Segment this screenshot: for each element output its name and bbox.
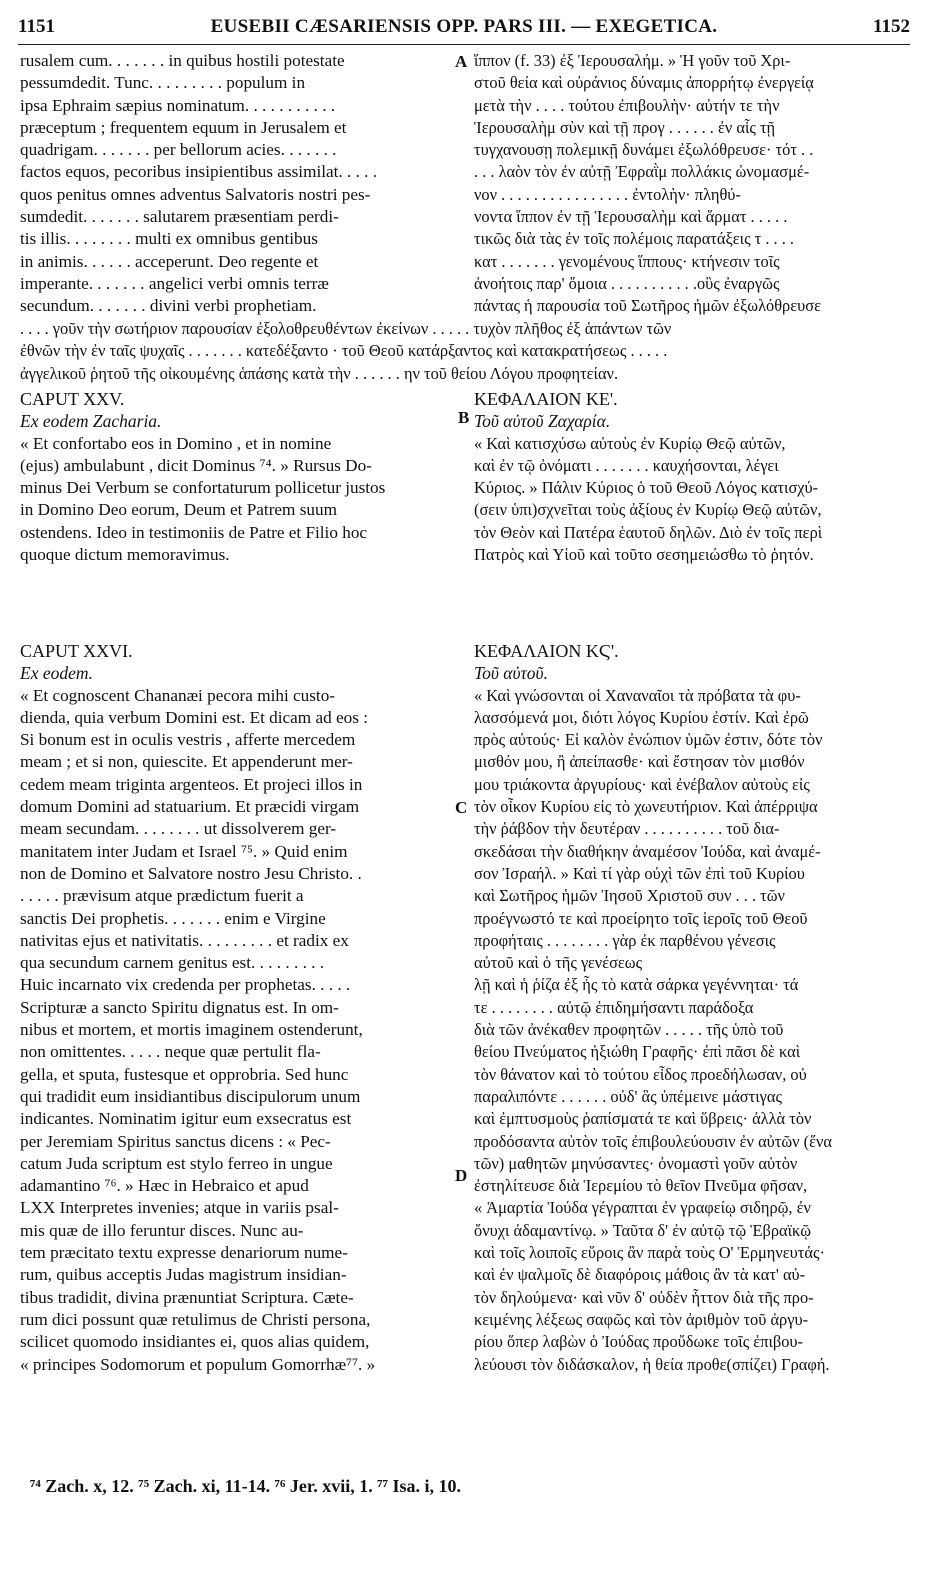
latin-line: . . . . . prævisum atque prædictum fuerit a — [20, 886, 304, 906]
latin-line: catum Juda scriptum est stylo ferreo in ungue — [20, 1153, 333, 1173]
latin-line: (ejus) ambulabunt , dicit Dominus ⁷⁴. » Rursus Do- — [20, 455, 372, 475]
caput-25-latin-text — [20, 433, 452, 567]
greek-line: παραλιπόντε . . . . . . οὐδ' ἃς ὑπέμεινε μάστιγας — [474, 1086, 782, 1106]
latin-line: minus Dei Verbum se confortaturum pollicetur justos — [20, 478, 386, 498]
latin-line: imperante. . . . . . . angelici verbi omnis terræ — [20, 273, 329, 293]
greek-line: ἀγγελικοῦ ῥητοῦ τῆς οἰκουμένης ἁπάσης κατὰ τὴν . . . . . . ην τοῦ θείου Λόγου προφητείαν. — [20, 363, 619, 383]
greek-line: τὸν δηλούμενα· καὶ νῦν δ' οὐδὲν ἧττον διὰ τῆς προ- — [474, 1287, 814, 1307]
latin-line: in animis. . . . . . acceperunt. Deo regente et — [20, 251, 319, 271]
latin-line: quoque dictum memoravimus. — [20, 545, 230, 565]
latin-line: non de Domino et Salvatore nostro Jesu Christo. . — [20, 863, 362, 883]
top-greek-column — [474, 50, 910, 318]
greek-line: τε . . . . . . . . αὐτῷ ἐπιδημήσαντι παράδοξα — [474, 997, 754, 1017]
caput-25-heading: CAPUT XXV. — [20, 389, 125, 409]
greek-line: κειμένης λέξεως σαφῶς καὶ τὸν ἀριθμὸν τοῦ ἀργυ- — [474, 1309, 809, 1329]
kephalaion-25-subtitle: Τοῦ αὐτοῦ Ζαχαρία. — [474, 411, 611, 432]
latin-line: Huic incarnato vix credenda per prophetas. . . . . — [20, 975, 351, 995]
latin-line: mis quæ de illo feruntur disces. Nunc au- — [20, 1220, 304, 1240]
latin-line: Scripturæ a sancto Spiritu dignatus est. In om- — [20, 997, 339, 1017]
latin-line: factos equos, pecoribus insipientibus assimilat. . . . . — [20, 162, 378, 182]
greek-line: διὰ τῶν ἀνέκαθεν προφητῶν . . . . . τῆς ὑπὸ τοῦ — [474, 1020, 784, 1040]
greek-line: τικῶς διὰ τὰς ἐν τοῖς πολέμοις παρατάξεις τ . . . . — [474, 229, 795, 249]
latin-line: indicantes. Nominatim igitur eum exsecratus est — [20, 1109, 352, 1129]
greek-line: προέγνωστό τε καὶ προείρητο τοῖς ἱεροῖς τοῦ Θεοῦ — [474, 908, 808, 928]
greek-line: προδόσαντα αὐτὸν τοῖς ἐπιβουλεύουσιν ἐν αὐτῶν (ἕνα — [474, 1131, 832, 1151]
caput-26-latin-text — [20, 685, 452, 1376]
greek-line: καὶ ἐν ψαλμοῖς δὲ διαφόροις μάθοις ἂν τὰ κατ' αὐ- — [474, 1265, 806, 1285]
latin-line: nibus et mortem, et mortis imaginem ostenderunt, — [20, 1020, 363, 1040]
caput-25-subtitle: Ex eodem Zacharia. — [20, 411, 162, 432]
latin-line: ipsa Ephraim sæpius nominatum. . . . . . . . . . . — [20, 95, 336, 115]
latin-line: quadrigam. . . . . . . per bellorum acies. . . . . . . — [20, 140, 337, 160]
top-latin-column — [20, 50, 452, 318]
greek-line: Ἱερουσαλὴμ σὺν καὶ τῇ προγ . . . . . . ἐν αἷς τῇ — [474, 117, 776, 137]
latin-line: tibus tradidit, divina prænuntiat Scriptura. Cæte- — [20, 1287, 354, 1307]
greek-line: λασσόμενά μοι, διότι λόγος Κυρίου ἐστίν. Καὶ ἐρῶ — [474, 707, 809, 727]
caput-25-greek-text — [474, 433, 910, 567]
latin-line: tis illis. . . . . . . . multi ex omnibus gentibus — [20, 229, 318, 249]
latin-line: rum dici possunt quæ retulimus de Christi persona, — [20, 1309, 371, 1329]
greek-line: « Καὶ γνώσονται οἱ Χαναναῖοι τὰ πρόβατα τὰ φυ- — [474, 685, 801, 705]
latin-line: dienda, quia verbum Domini est. Et dicam ad eos : — [20, 707, 368, 727]
greek-line: (σειν ὑπι)σχνεῖται τοὺς ἀξίους ἐν Κυρίῳ Θεῷ αὐτῶν, — [474, 500, 822, 520]
latin-line: secundum. . . . . . . divini verbi prophetiam. — [20, 296, 317, 316]
caput-25-greek — [474, 388, 910, 566]
greek-line: « Ἁμαρτία Ἰούδα γέγραπται ἐν γραφείῳ σιδηρῷ, ἐν — [474, 1198, 811, 1218]
caput-26-subtitle: Ex eodem. — [20, 663, 93, 684]
latin-line: per Jeremiam Spiritus sanctus dicens : « Pec- — [20, 1131, 331, 1151]
greek-line: τὴν ῥάβδον τὴν δευτέραν . . . . . . . . . . τοῦ δια- — [474, 819, 780, 839]
left-page-number: 1151 — [18, 16, 55, 37]
latin-line: rum, quibus acceptis Judas magistrum insidian- — [20, 1265, 347, 1285]
greek-line: νοντα ἵππον ἐν τῇ Ἱερουσαλὴμ καὶ ἅρματ . . . . . — [474, 207, 788, 227]
kephalaion-25-heading: ΚΕΦΑΛΑΙΟΝ ΚΕ'. — [474, 389, 618, 409]
greek-line: ἐστηλίτευσε διὰ Ἱερεμίου τὸ θεῖον Πνεῦμα φῆσαν, — [474, 1176, 808, 1196]
margin-letter-d: D — [455, 1166, 468, 1185]
greek-line: ἀνοήτοις παρ' ὅμοια . . . . . . . . . . .οὓς ἐναργῶς — [474, 273, 780, 293]
latin-line: cedem meam triginta argenteos. Et projeci illos in — [20, 774, 363, 794]
latin-line: gella, et sputa, fustesque et opprobria. Sed hunc — [20, 1064, 349, 1084]
margin-letter-c: C — [455, 798, 468, 817]
greek-line: σον Ἰσραήλ. » Καὶ τί γὰρ οὐχὶ τῶν ἐπὶ τοῦ Κυρίου — [474, 863, 805, 883]
latin-line: qua secundum carnem genitus est. . . . . . . . . — [20, 953, 325, 973]
latin-line: non omittentes. . . . . neque quæ pertulit fla- — [20, 1042, 321, 1062]
margin-letter-a: A — [455, 52, 468, 71]
latin-line: quos penitus omnes adventus Salvatoris nostri pes- — [20, 184, 371, 204]
greek-line: μου τριάκοντα ἀργυρίους· καὶ ἐνέβαλον αὐτοὺς εἰς — [474, 774, 810, 794]
latin-line: meam ; et si non, quiescite. Et appenderunt mer- — [20, 752, 353, 772]
latin-line: « Et cognoscent Chananæi pecora mihi custo- — [20, 685, 336, 705]
header-rule — [18, 44, 910, 45]
greek-line: λῇ καὶ ἡ ῥίζα ἐξ ἧς τὸ κατὰ σάρκα γεγέννηται· τά — [474, 975, 799, 995]
greek-line: μετὰ τὴν . . . . τούτου ἐπιβουλὴν· αὐτήν τε τὴν — [474, 95, 780, 115]
greek-line: ἵππον (f. 33) ἐξ Ἱερουσαλήμ. » Ἡ γοῦν τοῦ Χρι- — [474, 51, 791, 70]
latin-line: LXX Interpretes invenies; atque in variis psal- — [20, 1198, 339, 1218]
latin-line: pessumdedit. Tunc. . . . . . . . . populum in — [20, 73, 306, 93]
greek-line: καὶ ἐν τῷ ὀνόματι . . . . . . . καυχήσονται, λέγει — [474, 455, 779, 475]
latin-line: manitatem inter Judam et Israel ⁷⁵. » Quid enim — [20, 841, 348, 861]
latin-line: adamantino ⁷⁶. » Hæc in Hebraico et apud — [20, 1176, 309, 1196]
caput-26-greek-text — [474, 685, 910, 1376]
margin-letter-b: B — [458, 408, 470, 427]
page-header — [18, 16, 910, 42]
greek-line: τὸν θάνατον καὶ τὸ τούτου εἶδος προεδήλωσαν, οὐ — [474, 1064, 807, 1084]
latin-line: « principes Sodomorum et populum Gomorrhæ⁷⁷. » — [20, 1354, 376, 1374]
latin-line: in Domino Deo eorum, Deum et Patrem suum — [20, 500, 337, 520]
running-title: EUSEBII CÆSARIENSIS OPP. PARS III. — EXEGETICA. — [210, 16, 718, 37]
caput-26-heading: CAPUT XXVI. — [20, 641, 133, 661]
greek-line: ὄνυχι ἀδαμαντίνῳ. » Ταῦτα δ' ἐν αὐτῷ τῷ Ἑβραϊκῷ — [474, 1220, 812, 1240]
latin-line: præceptum ; frequentem equum in Jerusalem et — [20, 117, 347, 137]
caput-25-latin — [20, 388, 452, 566]
greek-line: τὸν Θεὸν καὶ Πατέρα ἑαυτοῦ δηλῶν. Διὸ ἐν τοῖς περὶ — [474, 522, 823, 542]
kephalaion-26-heading: ΚΕΦΑΛΑΙΟΝ ΚϚ'. — [474, 641, 619, 661]
greek-line: καὶ ἐμπτυσμοὺς ῥαπίσματά τε καὶ ὕβρεις· ἀλλὰ τὸν — [474, 1109, 812, 1129]
latin-line: domum Domini ad statuarium. Et præcidi virgam — [20, 797, 360, 817]
latin-line: scilicet quomodo insidiantes ei, quos alias quidem, — [20, 1332, 370, 1352]
greek-line: ρίου ὅπερ λαβὼν ὁ Ἰούδας προὔδωκε τοῖς ἐπιβου- — [474, 1332, 803, 1352]
latin-line: sumdedit. . . . . . . salutarem præsentiam perdi- — [20, 207, 339, 227]
footnotes: ⁷⁴ Zach. x, 12. ⁷⁵ Zach. xi, 11-14. ⁷⁶ Jer. xvii, 1. ⁷⁷ Isa. i, 10. — [30, 1476, 462, 1496]
greek-line: σκεδάσαι τὴν διαθήκην ἀναμέσον Ἰούδα, καὶ ἀναμέ- — [474, 841, 821, 861]
caput-26-greek — [474, 640, 910, 1376]
greek-line: αὐτοῦ καὶ ὁ τῆς γενέσεως — [474, 953, 643, 973]
latin-line: meam secundam. . . . . . . . ut dissolverem ger- — [20, 819, 337, 839]
greek-line: τὸν οἶκον Κυρίου εἰς τὸ χωνευτήριον. Καὶ ἀπέρριψα — [474, 797, 818, 817]
latin-line: « Et confortabo eos in Domino , et in nomine — [20, 433, 332, 453]
latin-line: qui tradidit eum insidiantibus discipulorum unum — [20, 1086, 361, 1106]
greek-line: νον . . . . . . . . . . . . . . . . ἐντολὴν· πληθύ- — [474, 184, 741, 204]
greek-line: κατ . . . . . . . γενομένους ἵππους· κτήνεσιν τοῖς — [474, 251, 780, 271]
kephalaion-26-subtitle: Τοῦ αὐτοῦ. — [474, 663, 548, 684]
greek-line: μισθόν μου, ἢ ἀπείπασθε· καὶ ἔστησαν τὸν μισθόν — [474, 752, 805, 772]
greek-line: . . . λαὸν τὸν ἐν αὐτῇ Ἐφραῒμ πολλάκις ὠνομασμέ- — [474, 162, 810, 182]
latin-line: tem præcitato textu expresse denariorum nume- — [20, 1243, 348, 1263]
greek-line: καὶ τοῖς λοιποῖς εὕροις ἂν παρὰ τοὺς Ο' Ἑρμηνευτάς· — [474, 1243, 825, 1263]
greek-line: . . . . γοῦν τὴν σωτήριον παρουσίαν ἐξολοθρευθέντων ἐκείνων . . . . . τυχὸν πλῆθος ἐξ ἁπάντων τῶν — [20, 319, 672, 338]
greek-line: προφήταις . . . . . . . . γὰρ ἐκ παρθένου γένεσις — [474, 930, 776, 950]
greek-line: καὶ Σωτῆρος ἡμῶν Ἰησοῦ Χριστοῦ συν . . . τῶν — [474, 886, 785, 906]
latin-line: ostendens. Ideo in testimoniis de Patre et Filio hoc — [20, 522, 368, 542]
latin-line: Si bonum est in oculis vestris , afferte mercedem — [20, 730, 356, 750]
greek-line: τῶν) μαθητῶν μηνύσαντες· ὀνομαστὶ γοῦν αὐτὸν — [474, 1153, 798, 1173]
greek-line: λεύουσι τὸν διδάσκαλον, ἡ θεία προθε(σπίζει) Γραφή. — [474, 1354, 830, 1374]
greek-line: πρὸς αὐτούς· Εἰ καλὸν ἐνώπιον ὑμῶν ἐστιν, δότε τὸν — [474, 730, 823, 750]
greek-line: τυγχανουσῃ πολεμικῇ δυνάμει ἐξωλόθρευσε· τότ . . — [474, 140, 814, 160]
latin-line: nativitas ejus et nativitatis. . . . . . . . . et radix ex — [20, 930, 349, 950]
full-width-greek — [20, 318, 910, 385]
latin-line: rusalem cum. . . . . . . in quibus hostili potestate — [20, 51, 345, 70]
greek-line: στοῦ θεία καὶ οὐράνιος δύναμις ἀπορρήτῳ ἐνεργείᾳ — [474, 73, 814, 93]
right-page-number: 1152 — [873, 16, 910, 37]
greek-line: πάντας ἡ παρουσία τοῦ Σωτῆρος ἡμῶν ἐξωλόθρευσε — [474, 296, 821, 316]
caput-26-latin — [20, 640, 452, 1376]
greek-line: θείου Πνεύματος ἠξιώθη Γραφῆς· ἐπὶ πᾶσι δὲ καὶ — [474, 1042, 801, 1062]
greek-line: Κύριος. » Πάλιν Κύριος ὁ τοῦ Θεοῦ Λόγος κατισχύ- — [474, 478, 819, 498]
greek-line: Πατρὸς καὶ Υἱοῦ καὶ τοῦτο σεσημειώσθω τὸ ῥητόν. — [474, 545, 814, 565]
latin-line: sanctis Dei prophetis. . . . . . . enim e Virgine — [20, 908, 326, 928]
greek-line: ἐθνῶν τὴν ἐν ταῖς ψυχαῖς . . . . . . . κατεδέξαντο · τοῦ Θεοῦ κατάρξαντος καὶ κατακρατήσεως . . . . . — [20, 341, 668, 361]
greek-line: « Καὶ κατισχύσω αὐτοὺς ἐν Κυρίῳ Θεῷ αὐτῶν, — [474, 433, 786, 453]
